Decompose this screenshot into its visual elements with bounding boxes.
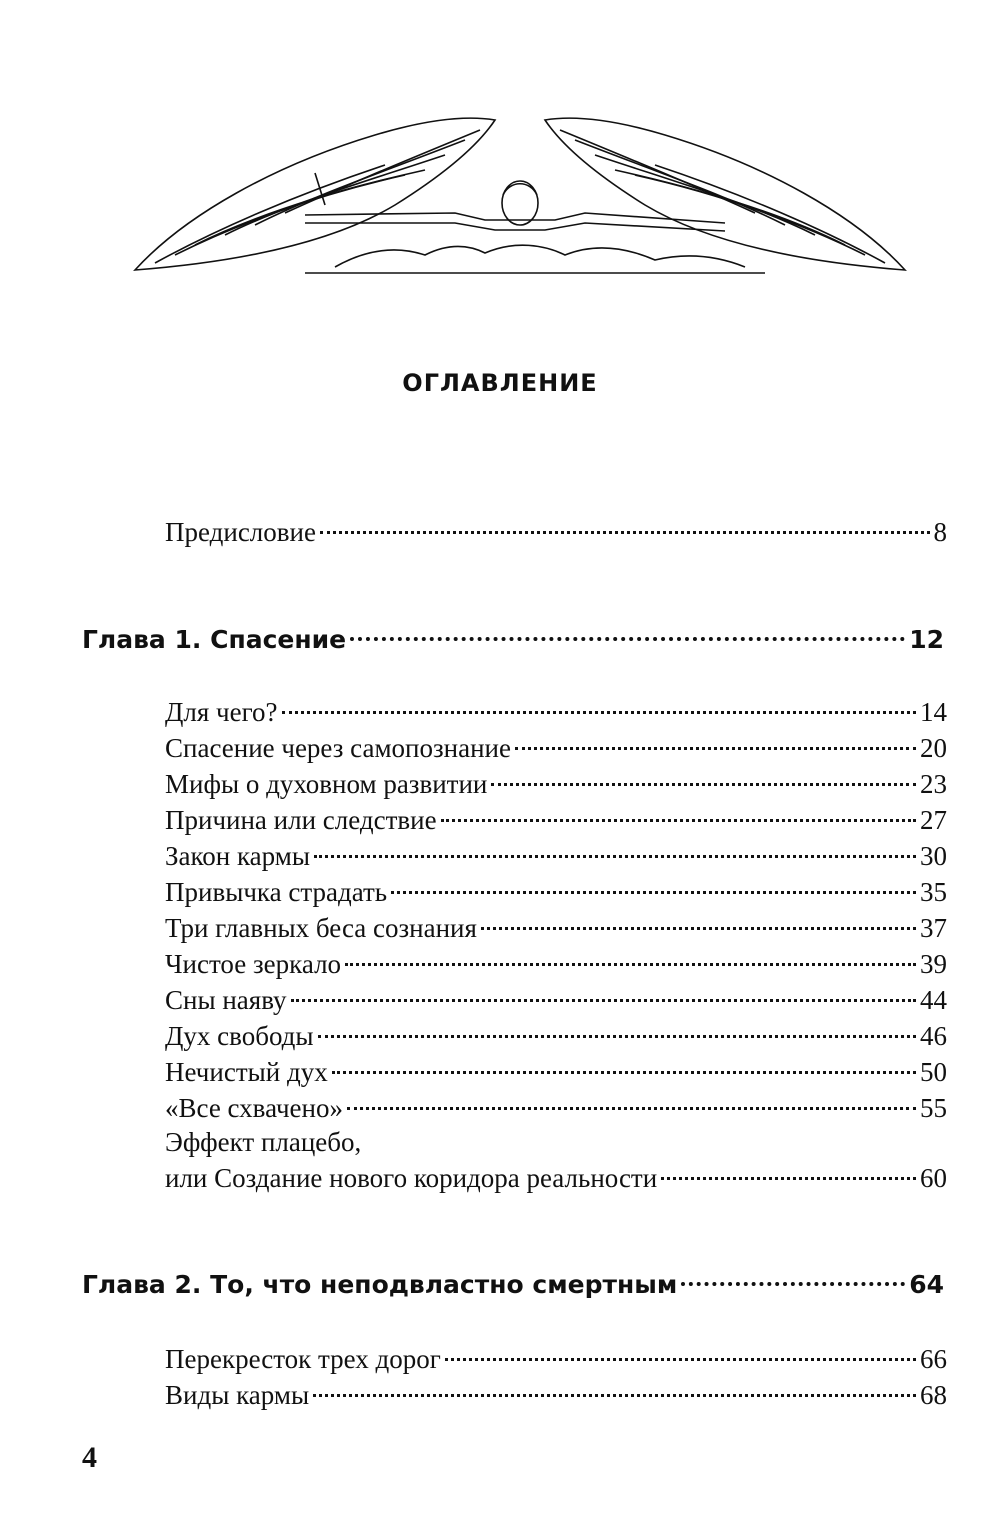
dot-leader — [515, 747, 916, 750]
toc-entry-label: Привычка страдать — [165, 877, 388, 907]
dot-leader — [481, 927, 916, 930]
dot-leader — [314, 855, 916, 858]
toc-entry-label: Перекресток трех дорог — [165, 1344, 441, 1374]
toc-entry-label: Виды кармы — [165, 1380, 310, 1410]
toc-entry-page: 27 — [920, 805, 947, 835]
toc-entry-label: Сны наяву — [165, 985, 287, 1015]
toc-entry-label: Спасение через самопознание — [165, 733, 511, 763]
toc-entry-label: Дух свободы — [165, 1021, 314, 1051]
toc-entry-page: 68 — [920, 1380, 947, 1410]
toc-entry-preface — [165, 517, 947, 553]
dot-leader — [320, 531, 930, 534]
toc-entry — [165, 877, 947, 913]
toc-entry-first-line: Эффект плацебо, — [165, 1127, 362, 1157]
toc-entry — [165, 1021, 947, 1057]
toc-entry-page: 8 — [933, 517, 947, 547]
toc-entry — [165, 697, 947, 733]
toc-entry-label: Предисловие — [165, 517, 316, 547]
toc-entry — [165, 1380, 947, 1416]
toc-chapter-page: 12 — [909, 625, 944, 654]
toc-entry-label: Чистое зеркало — [165, 949, 342, 979]
winged-figure-illustration — [125, 95, 915, 290]
page-number: 4 — [82, 1441, 97, 1474]
toc-entry-page: 50 — [920, 1057, 947, 1087]
dot-leader — [347, 1107, 916, 1110]
toc-entry — [165, 769, 947, 805]
toc-entry — [165, 841, 947, 877]
toc-entry-page: 14 — [920, 697, 947, 727]
dot-leader — [661, 1177, 916, 1180]
toc-chapter-label: Глава 1. Спасение — [82, 625, 347, 654]
toc-entry — [165, 805, 947, 841]
toc-entry-label: или Создание нового коридора реальности — [165, 1163, 658, 1193]
toc-entry-page: 60 — [920, 1163, 947, 1193]
dot-leader — [491, 783, 916, 786]
toc-entry — [165, 1093, 947, 1129]
dot-leader — [345, 963, 916, 966]
toc-entry-label: Для чего? — [165, 697, 278, 727]
toc-entry — [165, 985, 947, 1021]
toc-entry — [165, 1344, 947, 1380]
dot-leader — [445, 1358, 916, 1361]
dot-leader — [318, 1035, 916, 1038]
toc-entry-page: 30 — [920, 841, 947, 871]
toc-chapter-page: 64 — [909, 1270, 944, 1299]
toc-entry — [165, 1057, 947, 1093]
page-title: оглавление — [402, 360, 598, 400]
toc-entry-page: 23 — [920, 769, 947, 799]
toc-entry-label: Закон кармы — [165, 841, 310, 871]
toc-entry-label: Причина или следствие — [165, 805, 437, 835]
toc-entry-page: 37 — [920, 913, 947, 943]
toc-entry-label: Три главных беса сознания — [165, 913, 477, 943]
toc-entry-label: «Все схвачено» — [165, 1093, 343, 1123]
toc-entry-label: Мифы о духовном развитии — [165, 769, 488, 799]
toc-entry-page: 55 — [920, 1093, 947, 1123]
toc-entry — [165, 949, 947, 985]
dot-leader — [391, 891, 916, 894]
toc-entry-page: 39 — [920, 949, 947, 979]
dot-leader — [282, 711, 916, 714]
toc-entry-label: Нечистый дух — [165, 1057, 328, 1087]
toc-chapter-label: Глава 2. То, что неподвластно смертным — [82, 1270, 678, 1299]
dot-leader — [332, 1071, 916, 1074]
toc-entry-page: 66 — [920, 1344, 947, 1374]
toc-entry-page: 35 — [920, 877, 947, 907]
toc-entry — [165, 733, 947, 769]
toc-chapter-1 — [82, 625, 944, 661]
dot-leader — [350, 637, 905, 641]
dot-leader — [291, 999, 916, 1002]
toc-entry-page: 44 — [920, 985, 947, 1015]
dot-leader — [681, 1282, 905, 1286]
dot-leader — [313, 1394, 916, 1397]
toc-entry-page: 20 — [920, 733, 947, 763]
toc-entry — [165, 913, 947, 949]
dot-leader — [441, 819, 916, 822]
toc-entry-page: 46 — [920, 1021, 947, 1051]
toc-chapter-2 — [82, 1270, 944, 1306]
toc-entry — [165, 1163, 947, 1199]
